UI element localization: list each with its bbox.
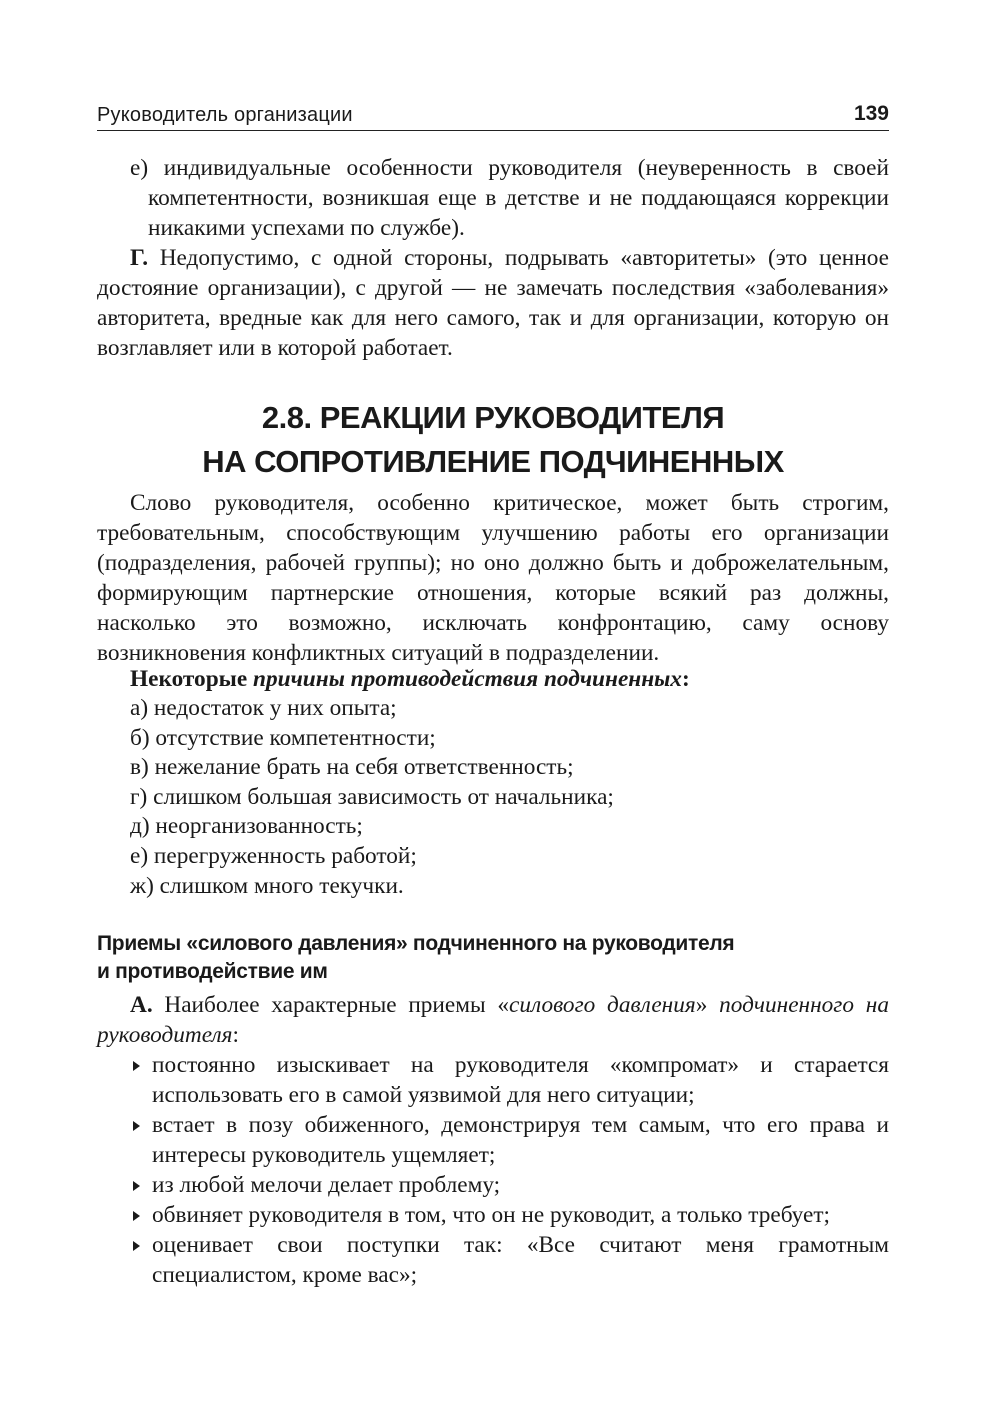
bullet-text: из любой мелочи делает проблему; (152, 1172, 501, 1198)
subsection-heading-line-2: и противодействие им (97, 960, 328, 983)
section-heading-line-1: 2.8. РЕАКЦИИ РУКОВОДИТЕЛЯ (261, 400, 725, 435)
paragraph-a-mid: » (695, 992, 720, 1018)
triangle-bullet-icon (133, 1061, 140, 1071)
subsection-heading-line-1: Приемы «силового давления» подчиненного на руководителя (97, 932, 735, 955)
running-header (97, 100, 889, 131)
causes-list (130, 694, 614, 901)
paragraph-g (97, 243, 889, 363)
paragraph-g-label: Г. (130, 245, 149, 271)
triangle-bullet-icon (133, 1241, 140, 1251)
causes-heading (130, 664, 690, 694)
pressure-tactics-list (97, 1050, 889, 1290)
paragraph-a-italic-2: подчиненного на руководителя (97, 992, 889, 1048)
bullet-text: обвиняет руководителя в том, что он не руководит, а только требует; (152, 1202, 831, 1228)
triangle-bullet-icon (133, 1121, 140, 1131)
list-item: в) нежелание брать на себя ответственность; (130, 754, 574, 781)
bullet-item (97, 1230, 889, 1290)
causes-heading-lead: Некоторые (130, 666, 254, 692)
bullet-text: постоянно изыскивает на руководителя «компромат» и старается использовать его в самой уязвимой для него ситуации; (152, 1052, 889, 1108)
paragraph-a-lead: Наиболее характерные приемы « (152, 992, 510, 1018)
causes-heading-italic: причины противодействия подчиненных (253, 666, 682, 692)
list-item: г) слишком большая зависимость от начальника; (130, 783, 614, 810)
causes-heading-tail: : (681, 666, 690, 692)
triangle-bullet-icon (133, 1211, 140, 1221)
list-item: а) недостаток у них опыта; (130, 695, 397, 721)
bullet-item (97, 1200, 889, 1230)
bullet-text: оценивает свои поступки так: «Все считают меня грамотным специалистом, кроме вас»; (152, 1232, 889, 1288)
section-heading (97, 396, 889, 484)
paragraph-a-label: А. (130, 992, 153, 1018)
paragraph-a-tail: : (232, 1022, 239, 1048)
subsection-heading (97, 930, 889, 986)
paragraph-a-italic-1: силового давления (509, 992, 696, 1018)
bullet-item (97, 1170, 889, 1200)
list-item-e-continued: е) индивидуальные особенности руководителя (неуверенность в своей компетентности, возникшая еще в детстве и не поддающаяся коррекции никакими успехами по службе). (130, 155, 889, 241)
triangle-bullet-icon (133, 1181, 140, 1191)
paragraph-g-text: Недопустимо, с одной стороны, подрывать «авторитеты» (это ценное достояние организации), с другой — не замечать последствия «заболевания» авторитета, вредные как для него самого, так и для организации, которую он возглавляет или в которой работает. (97, 245, 889, 361)
list-item: б) отсутствие компетентности; (130, 724, 436, 751)
bullet-item (97, 1050, 889, 1110)
list-item: д) неорганизованность; (130, 813, 363, 840)
page-number: 139 (853, 102, 889, 125)
section-heading-line-2: НА СОПРОТИВЛЕНИЕ ПОДЧИНЕННЫХ (202, 444, 784, 479)
bullet-text: встает в позу обиженного, демонстрируя тем самым, что его права и интересы руководитель ущемляет; (152, 1112, 889, 1168)
paragraph-a (97, 990, 889, 1050)
list-item: ж) слишком много текучки. (130, 872, 404, 899)
bullet-item (97, 1110, 889, 1170)
intro-paragraph: Слово руководителя, особенно критическое, может быть строгим, требовательным, способствующим улучшению работы его организации (подразделения, рабочей группы); но оно должно быть и доброжелательным, формирующим партнерские отношения, которые всякий раз должны, насколько это возможно, исключать конфронтацию, саму основу возникновения конфликтных ситуаций в подразделении. (97, 490, 889, 666)
list-item: е) перегруженность работой; (130, 842, 417, 869)
running-header-title: Руководитель организации (97, 104, 353, 126)
